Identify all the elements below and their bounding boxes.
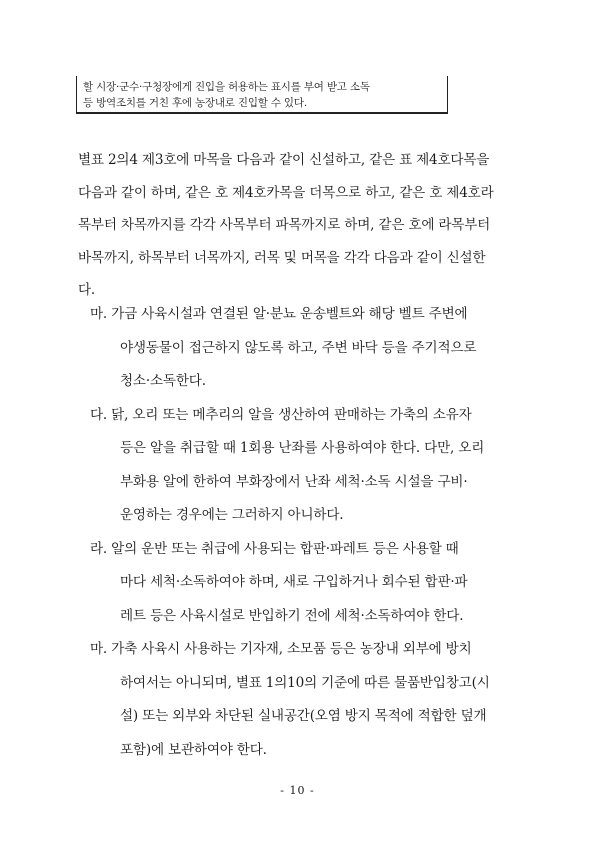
intro-line: 목부터 차목까지를 각각 사목부터 파목까지로 하며, 같은 호에 라목부터 (78, 217, 491, 233)
boxed-line: 할 시장·군수·구청장에게 진입을 허용하는 표시를 부여 받고 소독 (83, 81, 370, 93)
intro-line: 별표 2의4 제3호에 마목을 다음과 같이 신설하고, 같은 표 제4호다목을 (78, 152, 490, 168)
list-item (90, 298, 535, 399)
boxed-excerpt (76, 76, 448, 114)
page-number: - 10 - (280, 784, 315, 797)
boxed-line: 등 방역조치를 거친 후에 농장내로 진입할 수 있다. (83, 97, 307, 109)
item-list (90, 298, 535, 767)
item-line: 라. 알의 운반 또는 취급에 사용되는 합판·파레트 등은 사용할 때 (90, 540, 459, 557)
item-line: 야생동물이 접근하지 않도록 하고, 주변 바닥 등을 주기적으로 (120, 339, 477, 356)
item-line: 마. 가축 사육시 사용하는 기자재, 소모품 등은 농장내 외부에 방치 (90, 641, 472, 657)
item-line: 부화용 알에 한하여 부화장에서 난좌 세척·소독 시설을 구비· (120, 473, 468, 490)
item-line: 마다 세척·소독하여야 하며, 새로 구입하거나 회수된 합판·파 (120, 574, 468, 590)
item-line: 하여서는 아니되며, 별표 1의10의 기준에 따른 물품반입창고(시 (120, 674, 490, 691)
item-line: 마. 가금 사육시설과 연결된 알·분뇨 운송벨트와 해당 벨트 주변에 (90, 306, 468, 322)
intro-line: 다. (78, 282, 96, 298)
item-line: 설) 또는 외부와 차단된 실내공간(오염 방지 목적에 적합한 덮개 (120, 708, 487, 724)
item-line: 청소·소독한다. (120, 373, 206, 389)
intro-line: 바목까지, 하목부터 너목까지, 러목 및 머목을 각각 다음과 같이 신설한 (78, 249, 486, 266)
list-item (90, 399, 535, 533)
list-item (90, 633, 535, 767)
intro-paragraph (78, 144, 528, 307)
list-item (90, 533, 535, 634)
item-line: 등은 알을 취급할 때 1회용 난좌를 사용하여야 한다. 다만, 오리 (120, 440, 485, 456)
intro-line: 다음과 같이 하며, 같은 호 제4호카목을 더목으로 하고, 같은 호 제4호라 (78, 184, 494, 201)
item-line: 다. 닭, 오리 또는 메추리의 알을 생산하여 판매하는 가축의 소유자 (90, 406, 472, 423)
item-line: 레트 등은 사육시설로 반입하기 전에 세척·소독하여야 한다. (120, 607, 464, 624)
item-line: 포함)에 보관하여야 한다. (120, 741, 267, 758)
item-line: 운영하는 경우에는 그러하지 아니하다. (120, 507, 344, 523)
